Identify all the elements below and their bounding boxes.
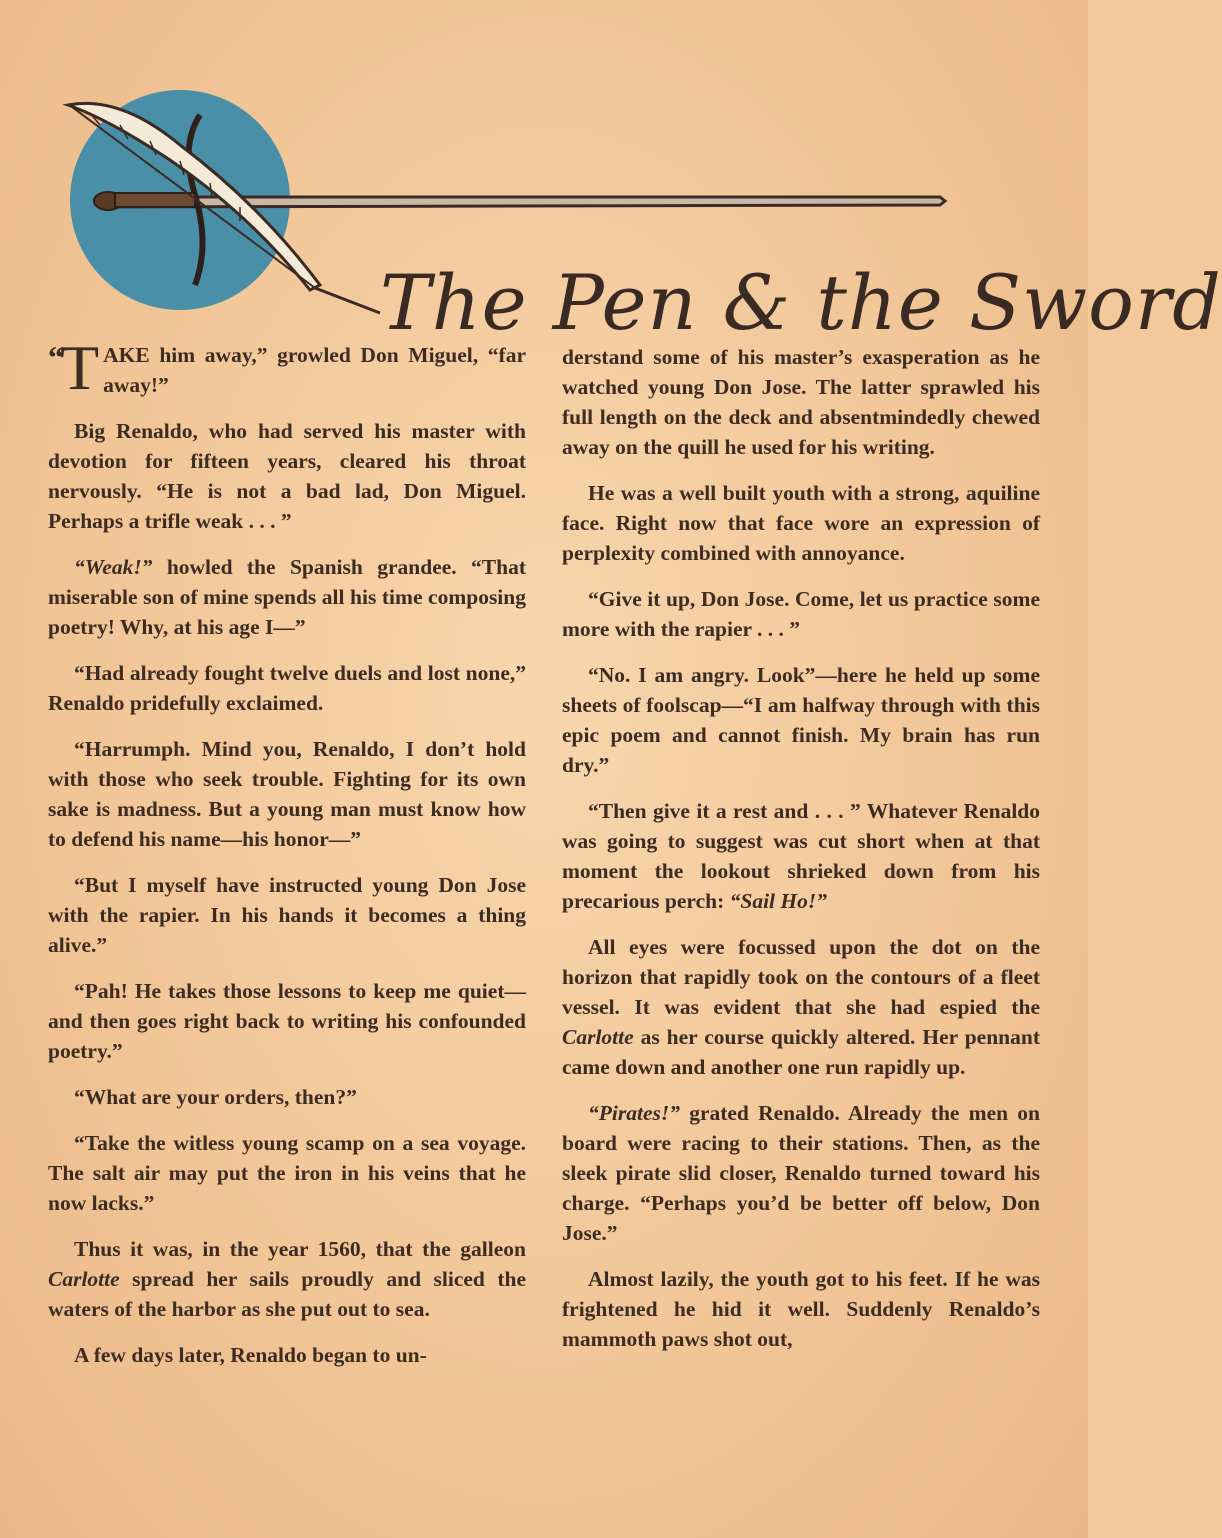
paragraph-text: All eyes were focussed upon the dot on the horizon that rapidly took on the contours of a fleet vessel. It was evident that she had espied the — [562, 935, 1040, 1019]
emphasis: “Weak!” — [74, 555, 153, 579]
paragraph — [562, 932, 1040, 1082]
emphasis: “Sail Ho!” — [729, 889, 827, 913]
paragraph: “Take the witless young scamp on a sea voyage. The salt air may put the iron in his veins that he now lacks.” — [48, 1131, 526, 1215]
paragraph-text: spread her sails proudly and sliced the waters of the harbor as she put out to sea. — [48, 1267, 526, 1321]
paragraph-text: “Then give it a rest and . . . ” Whatever Renaldo was going to suggest was cut short when at that moment the lookout shrieked down from his precarious perch: — [562, 799, 1040, 913]
ship-name: Carlotte — [48, 1267, 120, 1291]
left-column — [48, 332, 526, 1386]
ship-name: Carlotte — [562, 1025, 634, 1049]
paragraph — [48, 1234, 526, 1324]
emphasis: “Pirates!” — [588, 1101, 680, 1125]
drop-cap: T — [60, 332, 100, 403]
paragraph-text: Thus it was, in the year 1560, that the galleon — [74, 1237, 526, 1261]
paragraph — [48, 552, 526, 642]
paragraph: derstand some of his master’s exasperation as he watched young Don Jose. The latter sprawled his full length on the deck and absentmindedly chewed away on the quill he used for his writing. — [562, 345, 1040, 459]
paragraph: Almost lazily, the youth got to his feet. If he was frightened he hid it well. Suddenly Renaldo’s mammoth paws shot out, — [562, 1267, 1040, 1351]
paragraph: “Give it up, Don Jose. Come, let us practice some more with the rapier . . . ” — [562, 587, 1040, 641]
paragraph-text: as her course quickly altered. Her pennant came down and another one run rapidly up. — [562, 1025, 1040, 1079]
story-title: The Pen & the Sword — [380, 258, 1222, 347]
opening-quote: “ — [48, 339, 60, 375]
opening-text: AKE him away,” growled Don Miguel, “far away!” — [103, 343, 526, 397]
paragraph-text: howled the Spanish grandee. “That miserable son of mine spends all his time composing poetry! Why, at his age I—” — [48, 555, 526, 639]
paragraph: Big Renaldo, who had served his master with devotion for fifteen years, cleared his throat nervously. “He is not a bad lad, Don Miguel. Perhaps a trifle weak . . . ” — [48, 419, 526, 533]
paragraph: “What are your orders, then?” — [74, 1085, 357, 1109]
right-column — [562, 342, 1040, 1370]
paragraph — [562, 796, 1040, 916]
paragraph-text: grated Renaldo. Already the men on board were racing to their stations. Then, as the sleek pirate slid closer, Renaldo turned toward his charge. “Perhaps you’d be better off below, Don Jose.” — [562, 1101, 1040, 1245]
paragraph — [562, 1098, 1040, 1248]
paragraph: “Harrumph. Mind you, Renaldo, I don’t hold with those who seek trouble. Fighting for its own sake is madness. But a young man must know how to defend his name—his honor—” — [48, 737, 526, 851]
paragraph: A few days later, Renaldo began to un- — [74, 1343, 427, 1367]
paragraph: He was a well built youth with a strong, aquiline face. Right now that face wore an expression of perplexity combined with annoyance. — [562, 481, 1040, 565]
story-header — [60, 85, 1222, 347]
paragraph: “But I myself have instructed young Don Jose with the rapier. In his hands it becomes a thing alive.” — [48, 873, 526, 957]
opening-paragraph — [48, 332, 526, 403]
paragraph: “Pah! He takes those lessons to keep me quiet—and then goes right back to writing his confounded poetry.” — [48, 979, 526, 1063]
paragraph: “Had already fought twelve duels and lost none,” Renaldo pridefully exclaimed. — [48, 661, 526, 715]
paragraph: “No. I am angry. Look”—here he held up some sheets of foolscap—“I am halfway through with this epic poem and cannot finish. My brain has run dry.” — [562, 663, 1040, 777]
